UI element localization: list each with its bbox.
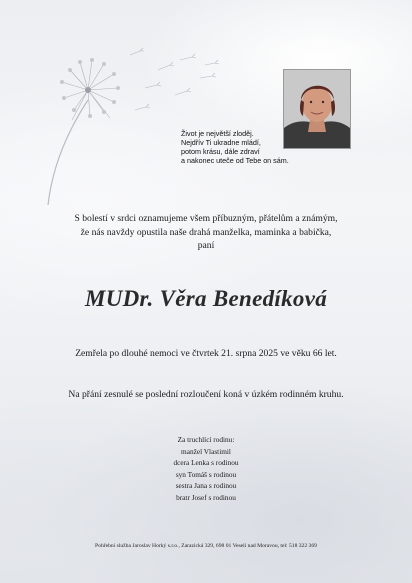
mourners-list <box>0 434 412 503</box>
announcement-line: S bolestí v srdci oznamujeme všem příbuzným, přátelům a známým, <box>74 213 338 224</box>
dandelion-illustration <box>30 40 230 210</box>
funeral-service-footer: Pohřební služba Jaroslav Horký s.r.o., Zarazická 329, 698 01 Veselí nad Moravou, tel: 518 322 369 <box>95 543 317 549</box>
announcement <box>20 212 392 253</box>
deceased-name: MUDr. Věra Benedíková <box>84 286 328 311</box>
mourners-heading: Za truchlící rodinu: <box>177 435 235 444</box>
mourner-line: syn Tomáš s rodinou <box>175 469 237 479</box>
announcement-line: paní <box>197 240 215 251</box>
quote-line: a nakonec uteče od Tebe on sám. <box>181 156 289 165</box>
quote-line: Život je největší zloděj. <box>181 129 254 138</box>
quote <box>181 129 301 165</box>
quote-line: potom krásu, dále zdraví <box>181 147 260 156</box>
mourner-line: sestra Jana s rodinou <box>175 481 237 490</box>
quote-line: Nejdřív Ti ukradne mládí, <box>181 138 261 147</box>
ceremony-notice: Na přání zesnulé se poslední rozloučení koná v úzkém rodinném kruhu. <box>68 389 344 400</box>
mourner-line: bratr Josef s rodinou <box>176 492 236 502</box>
death-notice: Zemřela po dlouhé nemoci ve čtvrtek 21. srpna 2025 ve věku 66 let. <box>75 348 337 359</box>
announcement-line: že nás navždy opustila naše drahá manželka, maminka a babička, <box>80 226 332 238</box>
mourner-line: dcera Lenka s rodinou <box>173 458 239 467</box>
mourner-line: manžel Vlastimil <box>181 446 231 456</box>
